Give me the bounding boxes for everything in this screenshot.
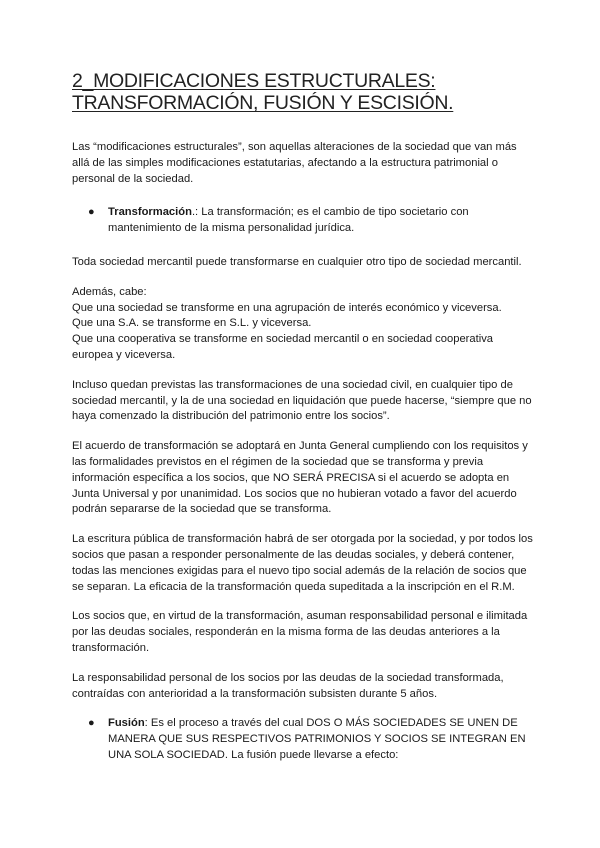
bullet-list-fusion	[72, 716, 534, 763]
bullet-icon: ●	[88, 206, 95, 219]
paragraph-socios: Los socios que, en virtud de la transformación, asuman responsabilidad personal e ilimitada por las deudas sociales, responderán en la misma forma de las deudas anteriores a la transformación.	[72, 610, 528, 654]
paragraph-acuerdo: El acuerdo de transformación se adoptará en Junta General cumpliendo con los requisitos y las formalidades previstos en el régimen de la sociedad que se transforma y previa información específica a los socios, que NO SERÁ PRECISA si el acuerdo se adopta en Junta Universal y por unanimidad. Los socios que no hubieran votado a favor del acuerdo podrán separarse de la sociedad que se transforma.	[72, 440, 528, 516]
title-line-2: TRANSFORMACIÓN, FUSIÓN Y ESCISIÓN.	[72, 92, 454, 114]
paragraph-escritura: La escritura pública de transformación habrá de ser otorgada por la sociedad, y por todos los socios que pasan a responder personalmente de las deudas sociales, y deberá contener, todas las menciones exigidas para el nuevo tipo social además de la relación de socios que se separan. La eficacia de la transformación queda supeditada a la inscripción en el R.M.	[72, 533, 533, 593]
definition-transformacion: .: La transformación; es el cambio de tipo societario con mantenimiento de la misma personalidad jurídica.	[108, 206, 469, 235]
bullet-list-transformacion	[72, 205, 534, 237]
ademas-line-3: Que una cooperativa se transforme en sociedad mercantil o en sociedad cooperativa europea y viceversa.	[72, 333, 494, 361]
paragraph-responsabilidad: La responsabilidad personal de los socios por las deudas de la sociedad transformada, contraídas con anterioridad a la transformación subsisten durante 5 años.	[72, 671, 504, 700]
definition-fusion: : Es el proceso a través del cual DOS O MÁS SOCIEDADES SE UNEN DE MANERA QUE SUS RESPECTIVOS PATRIMONIOS Y SOCIOS SE INTEGRAN EN UNA SOLA SOCIEDAD. La fusión puede llevarse a efecto:	[108, 717, 526, 761]
ademas-heading: Además, cabe:	[72, 285, 147, 298]
list-item	[72, 716, 534, 763]
ademas-line-1: Que una sociedad se transforme en una agrupación de interés económico y viceversa.	[72, 301, 502, 314]
term-fusion: Fusión	[108, 717, 145, 730]
intro-paragraph: Las “modificaciones estructurales”, son aquellas alteraciones de la sociedad que van más allá de las simples modificaciones estatutarias, afectando a la estructura patrimonial o personal de la sociedad.	[72, 141, 517, 185]
list-item	[72, 205, 534, 237]
bullet-icon: ●	[88, 717, 95, 730]
title-line-1: 2_MODIFICACIONES ESTRUCTURALES:	[72, 70, 436, 92]
document-title	[72, 70, 534, 114]
ademas-line-2: Que una S.A. se transforme en S.L. y viceversa.	[72, 317, 312, 330]
paragraph-toda-sociedad: Toda sociedad mercantil puede transformarse en cualquier otro tipo de sociedad mercantil.	[72, 255, 522, 268]
document-page	[72, 70, 534, 764]
term-transformacion: Transformación	[108, 206, 192, 219]
paragraph-incluso: Incluso quedan previstas las transformaciones de una sociedad civil, en cualquier tipo de sociedad mercantil, y la de una sociedad en liquidación que puede hacerse, “siempre que no haya comenzado la distribución del patrimonio entre los socios”.	[72, 378, 532, 423]
